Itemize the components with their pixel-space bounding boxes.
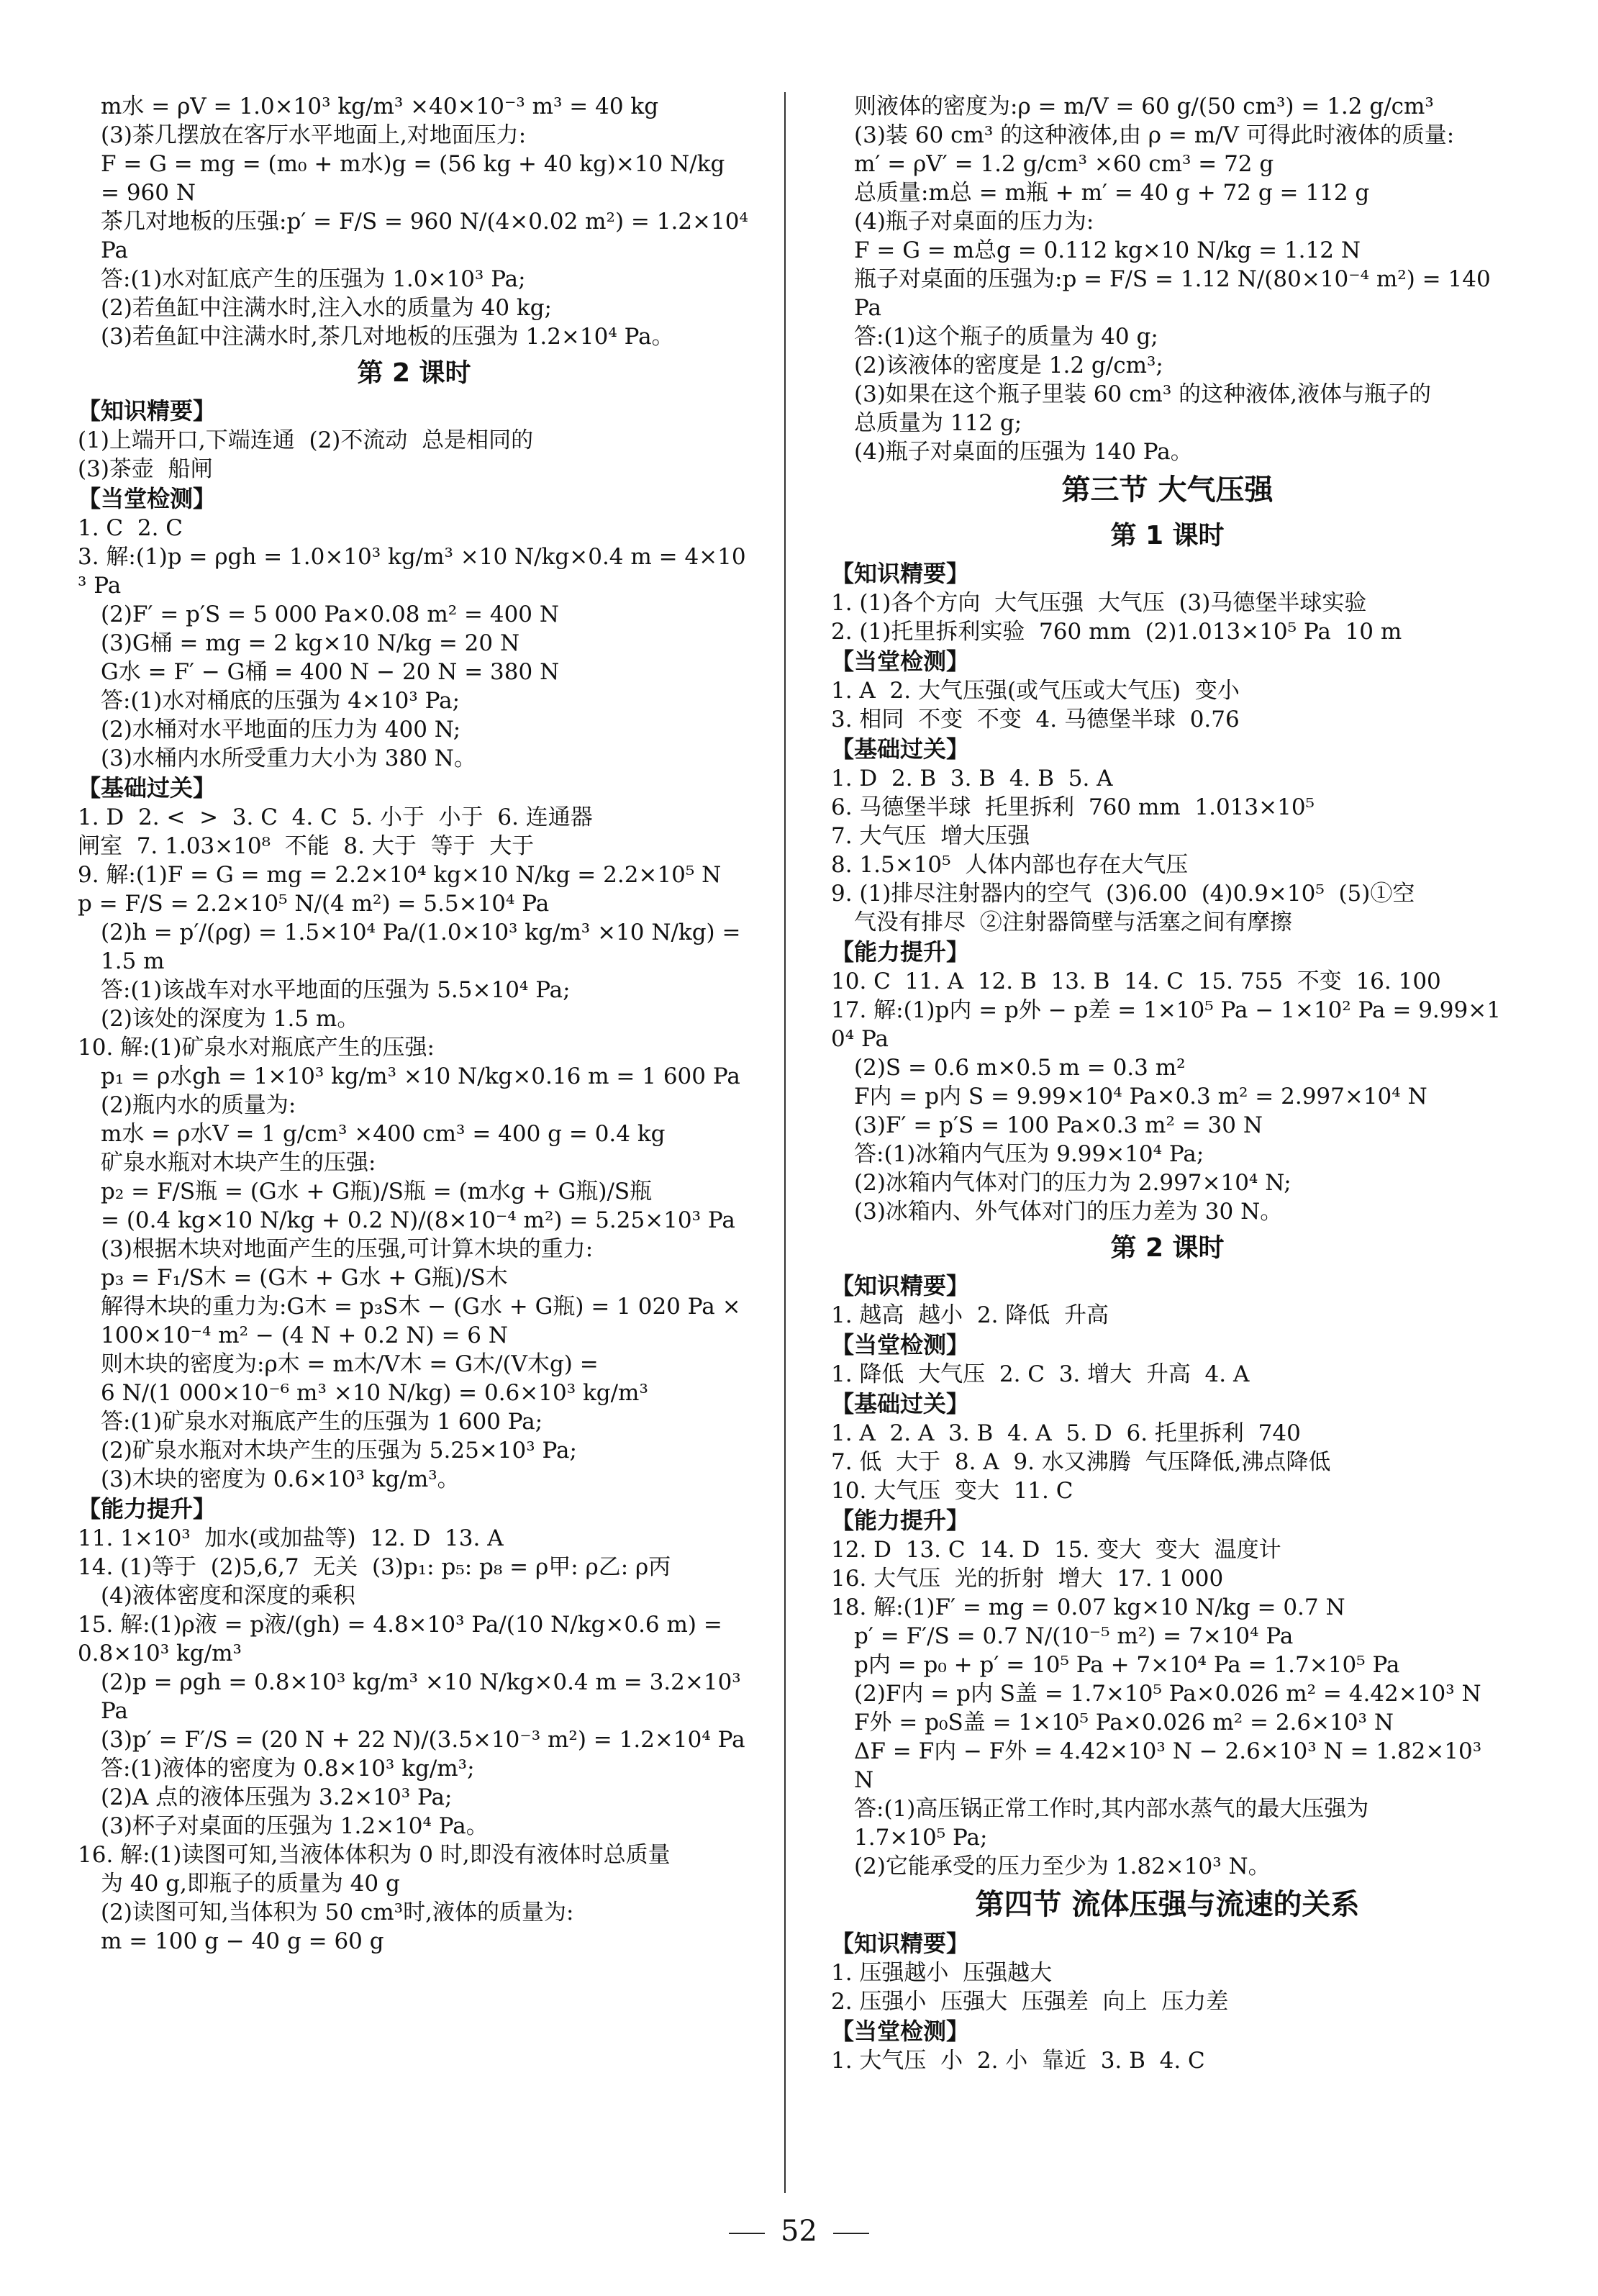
subsection-heading: 【 基础过关 】 bbox=[831, 1389, 1504, 1419]
left-answer-line: m = 100 g − 40 g = 60 g bbox=[101, 1928, 384, 1954]
left-answer-line: (2)读图可知,当体积为 50 cm³时,液体的质量为: bbox=[101, 1900, 574, 1925]
right-answer-line: F内 = p内 S = 9.99×10⁴ Pa×0.3 m² = 2.997×10⁴ N bbox=[854, 1084, 1427, 1110]
footer-dash-left bbox=[729, 2233, 765, 2234]
right-answer-line: p′ = F′/S = 0.7 N/(10⁻⁵ m²) = 7×10⁴ Pa bbox=[854, 1623, 1294, 1649]
right-answer-line: 7. 低 大于 8. A 9. 水又沸腾 气压降低,沸点降低 bbox=[831, 1449, 1331, 1475]
left-answer-line: (2)h = p′/(ρg) = 1.5×10⁴ Pa/(1.0×10³ kg/m³ ×10 N/kg) = 1.5 m bbox=[101, 920, 748, 974]
right-answer-line: (2)F内 = p内 S盖 = 1.7×10⁵ Pa×0.026 m² = 4.42×10³ N bbox=[854, 1681, 1481, 1707]
left-answer-line: F = G = mg = (m₀ + m水)g = (56 kg + 40 kg)×10 N/kg = 960 N bbox=[101, 151, 732, 206]
right-answer-line: (3)如果在这个瓶子里装 60 cm³ 的这种液体,液体与瓶子的 bbox=[854, 381, 1431, 407]
left-answer-line: 则木块的密度为:ρ木 = m木/V木 = G木/(V木g) = bbox=[101, 1351, 599, 1377]
left-answer-line: (3)水桶内水所受重力大小为 380 N。 bbox=[101, 745, 476, 771]
right-answer-line: 18. 解:(1)F′ = mg = 0.07 kg×10 N/kg = 0.7 N bbox=[831, 1594, 1345, 1620]
subsection-heading: 【 当堂检测 】 bbox=[831, 2016, 1504, 2046]
page-footer bbox=[0, 2213, 1598, 2249]
left-answer-line: 16. 解:(1)读图可知,当液体体积为 0 时,即没有液体时总质量 bbox=[78, 1842, 671, 1868]
left-answer-line: 10. 解:(1)矿泉水对瓶底产生的压强: bbox=[78, 1035, 435, 1061]
lesson-title: 第 2 课时 bbox=[1110, 1233, 1225, 1263]
right-answer-line: p内 = p₀ + p′ = 10⁵ Pa + 7×10⁴ Pa = 1.7×10⁵ Pa bbox=[854, 1652, 1400, 1678]
left-answer-line: 3. 解:(1)p = ρgh = 1.0×10³ kg/m³ ×10 N/kg×0.4 m = 4×10³ Pa bbox=[78, 544, 746, 599]
right-answer-line: 1. A 2. A 3. B 4. A 5. D 6. 托里拆利 740 bbox=[831, 1420, 1301, 1446]
left-answer-line: p₁ = ρ水gh = 1×10³ kg/m³ ×10 N/kg×0.16 m = 1 600 Pa bbox=[101, 1063, 740, 1089]
right-answer-line: (4)瓶子对桌面的压力为: bbox=[854, 209, 1094, 235]
right-answer-line: (3)F′ = p′S = 100 Pa×0.3 m² = 30 N bbox=[854, 1112, 1263, 1138]
right-answer-line: (2)冰箱内气体对门的压力为 2.997×10⁴ N; bbox=[854, 1170, 1291, 1196]
answer-column-right bbox=[831, 92, 1504, 2075]
left-answer-line: 闸室 7. 1.03×10⁸ 不能 8. 大于 等于 大于 bbox=[78, 833, 535, 859]
left-answer-line: (2)若鱼缸中注满水时,注入水的质量为 40 kg; bbox=[101, 295, 552, 321]
left-answer-line: 为 40 g,即瓶子的质量为 40 g bbox=[101, 1871, 400, 1897]
subsection-heading: 【 能力提升 】 bbox=[78, 1494, 750, 1524]
right-answer-line: 1.7×10⁵ Pa; bbox=[854, 1825, 988, 1851]
right-answer-line: 气没有排尽 ②注射器筒壁与活塞之间有摩擦 bbox=[854, 909, 1292, 935]
left-answer-line: 100×10⁻⁴ m² − (4 N + 0.2 N) = 6 N bbox=[101, 1322, 508, 1348]
left-answer-line: 14. (1)等于 (2)5,6,7 无关 (3)p₁: p₅: p₈ = ρ甲: ρ乙: ρ丙 bbox=[78, 1554, 671, 1580]
left-answer-line: 6 N/(1 000×10⁻⁶ m³ ×10 N/kg) = 0.6×10³ kg/m³ bbox=[101, 1380, 648, 1406]
left-answer-line: (2)水桶对水平地面的压力为 400 N; bbox=[101, 717, 461, 743]
left-answer-line: 1. C 2. C bbox=[78, 515, 183, 541]
right-answer-line: 6. 马德堡半球 托里拆利 760 mm 1.013×10⁵ bbox=[831, 794, 1315, 820]
left-answer-line: 答:(1)该战车对水平地面的压强为 5.5×10⁴ Pa; bbox=[101, 977, 571, 1003]
left-answer-line: = (0.4 kg×10 N/kg + 0.2 N)/(8×10⁻⁴ m²) = 5.25×10³ Pa bbox=[101, 1207, 735, 1233]
left-answer-line: p₃ = F₁/S木 = (G木 + G水 + G瓶)/S木 bbox=[101, 1265, 508, 1291]
left-answer-line: m水 = ρV = 1.0×10³ kg/m³ ×40×10⁻³ m³ = 40 kg bbox=[101, 94, 659, 119]
right-answer-line: 16. 大气压 光的折射 增大 17. 1 000 bbox=[831, 1566, 1224, 1592]
left-answer-line: (3)木块的密度为 0.6×10³ kg/m³。 bbox=[101, 1466, 460, 1492]
left-answer-line: (1)上端开口,下端连通 (2)不流动 总是相同的 bbox=[78, 427, 534, 453]
right-answer-line: 则液体的密度为:ρ = m/V = 60 g/(50 cm³) = 1.2 g/cm³ bbox=[854, 94, 1434, 119]
right-answer-line: 总质量:m总 = m瓶 + m′ = 40 g + 72 g = 112 g bbox=[854, 180, 1370, 206]
left-answer-line: (2)瓶内水的质量为: bbox=[101, 1092, 296, 1118]
lesson-title: 第 1 课时 bbox=[1110, 521, 1225, 550]
left-answer-line: (2)p = ρgh = 0.8×10³ kg/m³ ×10 N/kg×0.4 m = 3.2×10³ Pa bbox=[101, 1669, 748, 1724]
right-answer-line: 2. 压强小 压强大 压强差 向上 压力差 bbox=[831, 1989, 1229, 2015]
subsection-heading: 【 知识精要 】 bbox=[831, 558, 1504, 589]
left-answer-line: 答:(1)水对桶底的压强为 4×10³ Pa; bbox=[101, 688, 460, 714]
left-answer-line: 答:(1)矿泉水对瓶底产生的压强为 1 600 Pa; bbox=[101, 1409, 543, 1435]
left-answer-line: (3)杯子对桌面的压强为 1.2×10⁴ Pa。 bbox=[101, 1813, 489, 1839]
lesson-title: 第 2 课时 bbox=[357, 358, 471, 388]
left-answer-line: (3)G桶 = mg = 2 kg×10 N/kg = 20 N bbox=[101, 630, 520, 656]
left-answer-line: 答:(1)液体的密度为 0.8×10³ kg/m³; bbox=[101, 1756, 475, 1782]
right-answer-line: 2. (1)托里拆利实验 760 mm (2)1.013×10⁵ Pa 10 m bbox=[831, 619, 1402, 645]
right-answer-line: 1. D 2. B 3. B 4. B 5. A bbox=[831, 766, 1113, 791]
left-answer-line: 1. D 2. < > 3. C 4. C 5. 小于 小于 6. 连通器 bbox=[78, 804, 593, 830]
right-answer-line: 17. 解:(1)p内 = p外 − p差 = 1×10⁵ Pa − 1×10² Pa = 9.99×10⁴ Pa bbox=[831, 997, 1501, 1052]
subsection-heading: 【 能力提升 】 bbox=[831, 1505, 1504, 1535]
right-answer-line: F外 = p₀S盖 = 1×10⁵ Pa×0.026 m² = 2.6×10³ N bbox=[854, 1710, 1394, 1735]
left-answer-line: (2)A 点的液体压强为 3.2×10³ Pa; bbox=[101, 1784, 453, 1810]
left-answer-line: 答:(1)水对缸底产生的压强为 1.0×10³ Pa; bbox=[101, 266, 526, 292]
left-answer-line: (4)液体密度和深度的乘积 bbox=[101, 1583, 355, 1609]
left-answer-line: p₂ = F/S瓶 = (G水 + G瓶)/S瓶 = (m水g + G瓶)/S瓶 bbox=[101, 1179, 653, 1204]
right-answer-line: 1. 越高 越小 2. 降低 升高 bbox=[831, 1302, 1109, 1328]
page-number: 52 bbox=[781, 2215, 817, 2248]
right-answer-line: 1. 大气压 小 2. 小 靠近 3. B 4. C bbox=[831, 2048, 1205, 2074]
right-answer-line: 3. 相同 不变 不变 4. 马德堡半球 0.76 bbox=[831, 707, 1240, 732]
right-answer-line: (3)冰箱内、外气体对门的压力差为 30 N。 bbox=[854, 1199, 1283, 1225]
left-answer-line: 矿泉水瓶对木块产生的压强: bbox=[101, 1150, 376, 1176]
right-answer-line: (2)该液体的密度是 1.2 g/cm³; bbox=[854, 353, 1163, 378]
subsection-heading: 【 基础过关 】 bbox=[78, 773, 750, 803]
left-answer-line: (2)该处的深度为 1.5 m。 bbox=[101, 1006, 360, 1032]
left-answer-line: p = F/S = 2.2×10⁵ N/(4 m²) = 5.5×10⁴ Pa bbox=[78, 891, 550, 917]
left-answer-line: (3)根据木块对地面产生的压强,可计算木块的重力: bbox=[101, 1236, 594, 1262]
subsection-heading: 【 当堂检测 】 bbox=[831, 1330, 1504, 1360]
left-answer-line: 茶几对地板的压强:p′ = F/S = 960 N/(4×0.02 m²) = 1.2×10⁴ Pa bbox=[101, 209, 755, 263]
left-answer-line: (2)F′ = p′S = 5 000 Pa×0.08 m² = 400 N bbox=[101, 602, 559, 627]
right-answer-line: F = G = m总g = 0.112 kg×10 N/kg = 1.12 N bbox=[854, 237, 1361, 263]
left-answer-line: 9. 解:(1)F = G = mg = 2.2×10⁴ kg×10 N/kg = 2.2×10⁵ N bbox=[78, 862, 722, 888]
right-answer-line: (2)它能承受的压力至少为 1.82×10³ N。 bbox=[854, 1853, 1271, 1879]
right-answer-line: 1. A 2. 大气压强(或气压或大气压) 变小 bbox=[831, 678, 1240, 704]
right-answer-line: 12. D 13. C 14. D 15. 变大 变大 温度计 bbox=[831, 1537, 1281, 1563]
right-answer-line: 9. (1)排尽注射器内的空气 (3)6.00 (4)0.9×10⁵ (5)①空 bbox=[831, 881, 1415, 907]
subsection-heading: 【 基础过关 】 bbox=[831, 734, 1504, 764]
right-answer-line: 1. 降低 大气压 2. C 3. 增大 升高 4. A bbox=[831, 1361, 1250, 1387]
left-answer-line: G水 = F′ − G桶 = 400 N − 20 N = 380 N bbox=[101, 659, 560, 685]
answer-column-left bbox=[78, 92, 755, 1956]
left-answer-line: (3)p′ = F′/S = (20 N + 22 N)/(3.5×10⁻³ m²) = 1.2×10⁴ Pa bbox=[101, 1727, 745, 1753]
left-answer-line: (3)茶壶 船闸 bbox=[78, 456, 213, 482]
right-answer-line: (2)S = 0.6 m×0.5 m = 0.3 m² bbox=[854, 1055, 1186, 1081]
left-answer-line: 11. 1×10³ 加水(或加盐等) 12. D 13. A bbox=[78, 1525, 504, 1551]
right-answer-line: 7. 大气压 增大压强 bbox=[831, 823, 1030, 849]
subsection-heading: 【 知识精要 】 bbox=[831, 1271, 1504, 1301]
section-title: 第三节 大气压强 bbox=[1061, 473, 1274, 507]
subsection-heading: 【 知识精要 】 bbox=[831, 1928, 1504, 1959]
subsection-heading: 【 当堂检测 】 bbox=[78, 484, 750, 514]
right-answer-line: 1. (1)各个方向 大气压强 大气压 (3)马德堡半球实验 bbox=[831, 590, 1367, 616]
footer-dash-right bbox=[833, 2233, 869, 2234]
right-answer-line: (4)瓶子对桌面的压强为 140 Pa。 bbox=[854, 439, 1193, 465]
right-answer-line: 答:(1)冰箱内气压为 9.99×10⁴ Pa; bbox=[854, 1141, 1204, 1167]
left-answer-line: 15. 解:(1)ρ液 = p液/(gh) = 4.8×10³ Pa/(10 N/kg×0.6 m) = 0.8×10³ kg/m³ bbox=[78, 1612, 730, 1666]
left-answer-line: m水 = ρ水V = 1 g/cm³ ×400 cm³ = 400 g = 0.4 kg bbox=[101, 1121, 666, 1147]
right-answer-line: 1. 压强越小 压强越大 bbox=[831, 1960, 1053, 1986]
right-answer-line: 10. 大气压 变大 11. C bbox=[831, 1478, 1073, 1504]
right-answer-line: m′ = ρV′ = 1.2 g/cm³ ×60 cm³ = 72 g bbox=[854, 151, 1274, 177]
right-answer-line: 答:(1)高压锅正常工作时,其内部水蒸气的最大压强为 bbox=[854, 1796, 1369, 1822]
section-title: 第四节 流体压强与流速的关系 bbox=[975, 1888, 1360, 1921]
left-answer-line: (3)若鱼缸中注满水时,茶几对地板的压强为 1.2×10⁴ Pa。 bbox=[101, 324, 674, 350]
right-answer-line: 瓶子对桌面的压强为:p = F/S = 1.12 N/(80×10⁻⁴ m²) = 140 Pa bbox=[854, 266, 1498, 321]
left-answer-line: 解得木块的重力为:G木 = p₃S木 − (G水 + G瓶) = 1 020 Pa × bbox=[101, 1294, 741, 1320]
right-answer-line: 10. C 11. A 12. B 13. B 14. C 15. 755 不变 16. 100 bbox=[831, 968, 1441, 994]
right-answer-line: ΔF = F内 − F外 = 4.42×10³ N − 2.6×10³ N = 1.82×10³ N bbox=[854, 1738, 1489, 1793]
subsection-heading: 【 当堂检测 】 bbox=[831, 646, 1504, 676]
right-answer-line: (3)装 60 cm³ 的这种液体,由 ρ = m/V 可得此时液体的质量: bbox=[854, 122, 1455, 148]
right-answer-line: 8. 1.5×10⁵ 人体内部也存在大气压 bbox=[831, 852, 1189, 878]
right-answer-line: 答:(1)这个瓶子的质量为 40 g; bbox=[854, 324, 1158, 350]
left-answer-line: (2)矿泉水瓶对木块产生的压强为 5.25×10³ Pa; bbox=[101, 1438, 577, 1464]
right-answer-line: 总质量为 112 g; bbox=[854, 410, 1022, 436]
subsection-heading: 【 知识精要 】 bbox=[78, 396, 750, 426]
subsection-heading: 【 能力提升 】 bbox=[831, 937, 1504, 967]
column-divider bbox=[784, 92, 786, 2193]
left-answer-line: (3)茶几摆放在客厅水平地面上,对地面压力: bbox=[101, 122, 527, 148]
